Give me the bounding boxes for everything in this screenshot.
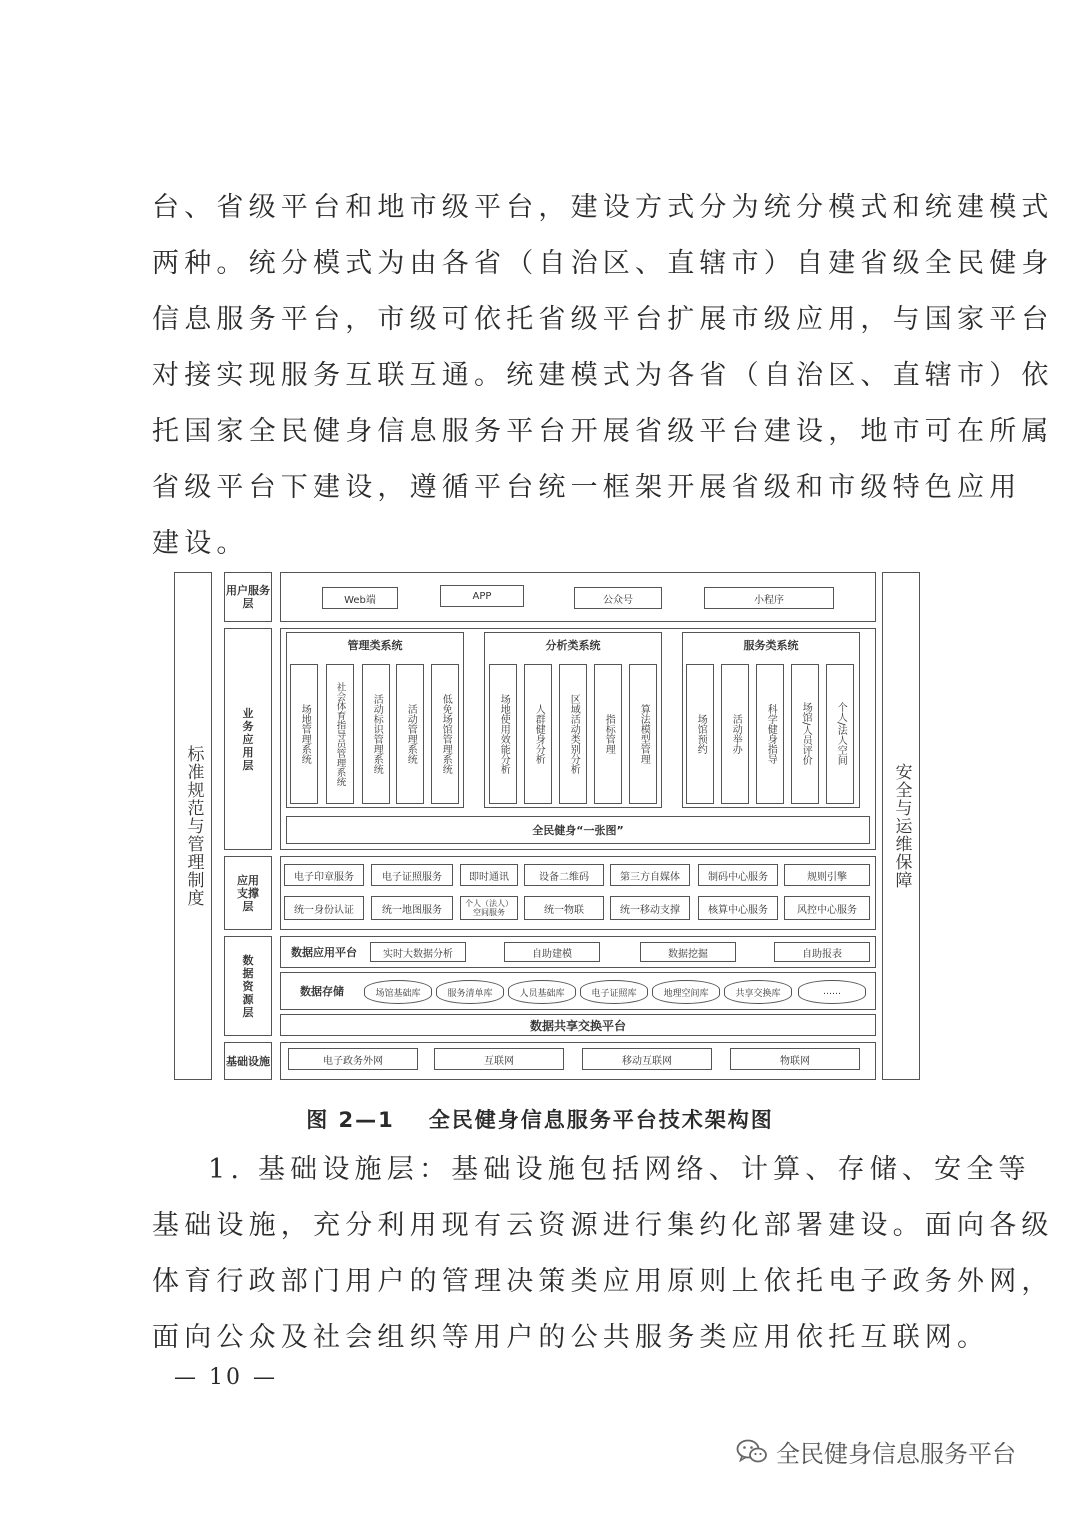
- figure-number: 图 2—1: [306, 1108, 395, 1132]
- body-paragraph: [152, 1142, 1054, 1366]
- watermark: [736, 1434, 1016, 1469]
- standards-label: 标准规范与管理制度: [183, 745, 204, 907]
- architecture-diagram: [170, 568, 920, 1084]
- text-line: 建设。: [152, 528, 249, 559]
- system-item: 场地管理系统: [290, 664, 318, 804]
- user-item: Web端: [322, 587, 398, 609]
- system-item: 活动举办: [721, 664, 749, 804]
- system-item: 科学健身指导: [756, 664, 784, 804]
- support-item: 统一地图服务: [371, 896, 453, 920]
- support-item: 规则引擎: [784, 864, 870, 886]
- exchange-platform: 数据共享交换平台: [280, 1014, 876, 1036]
- support-item: 制码中心服务: [698, 864, 778, 886]
- system-item: 指标管理: [594, 664, 622, 804]
- infra-item: 移动互联网: [582, 1048, 712, 1070]
- group-title: 管理类系统: [347, 639, 403, 652]
- text-line: 省级平台下建设，遵循平台统一框架开展省级和市级特色应用: [152, 472, 1022, 503]
- layer-support-label: 应用支撑层: [237, 873, 259, 913]
- storage-db: 电子证照库: [580, 980, 648, 1004]
- one-map: 全民健身“一张图”: [286, 816, 870, 844]
- group-title: 分析类系统: [545, 639, 601, 652]
- text-line: 信息服务平台，市级可依托省级平台扩展市级应用，与国家平台: [152, 304, 1054, 335]
- support-item: 统一身份认证: [284, 896, 364, 920]
- infra-item: 电子政务外网: [288, 1048, 418, 1070]
- support-item: 风控中心服务: [784, 896, 870, 920]
- storage-db: 服务清单库: [436, 980, 504, 1004]
- storage-db: 共享交换库: [724, 980, 792, 1004]
- system-item: 低免场馆管理系统: [431, 664, 459, 804]
- text-line: 两种。统分模式为由各省（自治区、直辖市）自建省级全民健身: [152, 248, 1054, 279]
- storage-db: 场馆基础库: [364, 980, 432, 1004]
- storage-db: 地理空间库: [652, 980, 720, 1004]
- support-item: 统一物联: [524, 896, 604, 920]
- system-item: 个人/法人空间: [826, 664, 854, 804]
- system-item: 社会体育指导员管理系统: [326, 664, 354, 804]
- support-item: 核算中心服务: [698, 896, 778, 920]
- data-app-item: 实时大数据分析: [370, 942, 466, 962]
- layer-infra-label: 基础设施: [226, 1054, 270, 1068]
- user-item: 公众号: [574, 587, 662, 609]
- system-item: 场地使用效能分析: [489, 664, 517, 804]
- system-item: 算法模型管理: [629, 664, 657, 804]
- layer-user-label: 用户服务层: [226, 584, 270, 610]
- system-item: 场馆预约: [686, 664, 714, 804]
- support-item: 电子印章服务: [284, 864, 364, 886]
- intro-paragraph: [152, 180, 1054, 572]
- infra-item: 物联网: [730, 1048, 860, 1070]
- text-line: 基础设施，充分利用现有云资源进行集约化部署建设。面向各级: [152, 1210, 1054, 1241]
- text-line: 体育行政部门用户的管理决策类应用原则上依托电子政务外网，: [152, 1266, 1054, 1297]
- system-item: 人群健身分析: [524, 664, 552, 804]
- user-item: 小程序: [704, 587, 834, 609]
- text-line: 1. 基础设施层：基础设施包括网络、计算、存储、安全等: [208, 1154, 1031, 1185]
- infra-item: 互联网: [434, 1048, 564, 1070]
- system-item: 活动管理系统: [396, 664, 424, 804]
- text-line: 面向公众及社会组织等用户的公共服务类应用依托互联网。: [152, 1322, 990, 1353]
- watermark-text: 全民健身信息服务平台: [776, 1440, 1016, 1468]
- storage-db: 人员基础库: [508, 980, 576, 1004]
- support-item: 统一移动支撑: [610, 896, 690, 920]
- data-app-item: 自助报表: [774, 942, 870, 962]
- support-item: 即时通讯: [460, 864, 518, 886]
- support-item: 第三方自媒体: [610, 864, 690, 886]
- storage-label: 数据存储: [300, 985, 344, 998]
- data-app-item: 数据挖掘: [640, 942, 736, 962]
- support-item: 电子证照服务: [371, 864, 453, 886]
- layer-business-label: 业务应用层: [242, 706, 254, 772]
- group-title: 服务类系统: [743, 639, 799, 652]
- text-line: 台、省级平台和地市级平台，建设方式分为统分模式和统建模式: [152, 192, 1054, 223]
- security-label: 安全与运维保障: [891, 763, 912, 889]
- wechat-icon: [736, 1438, 768, 1466]
- support-item: 设备二维码: [524, 864, 604, 886]
- layer-data-label: 数据资源层: [242, 953, 254, 1019]
- system-item: 活动标识管理系统: [362, 664, 390, 804]
- data-app-label: 数据应用平台: [291, 946, 357, 959]
- support-item: 个人（法人）空间服务: [460, 896, 518, 920]
- text-line: 对接实现服务互联互通。统建模式为各省（自治区、直辖市）依: [152, 360, 1054, 391]
- system-item: 区域活动类别分析: [559, 664, 587, 804]
- storage-db: ……: [798, 980, 866, 1004]
- data-app-item: 自助建模: [504, 942, 600, 962]
- user-item: APP: [440, 585, 524, 607]
- text-line: 托国家全民健身信息服务平台开展省级平台建设，地市可在所属: [152, 416, 1054, 447]
- figure-caption: [0, 1104, 1080, 1134]
- page-number: — 10 —: [174, 1365, 278, 1390]
- figure-title: 全民健身信息服务平台技术架构图: [428, 1108, 774, 1132]
- system-item: 场馆/人员评价: [791, 664, 819, 804]
